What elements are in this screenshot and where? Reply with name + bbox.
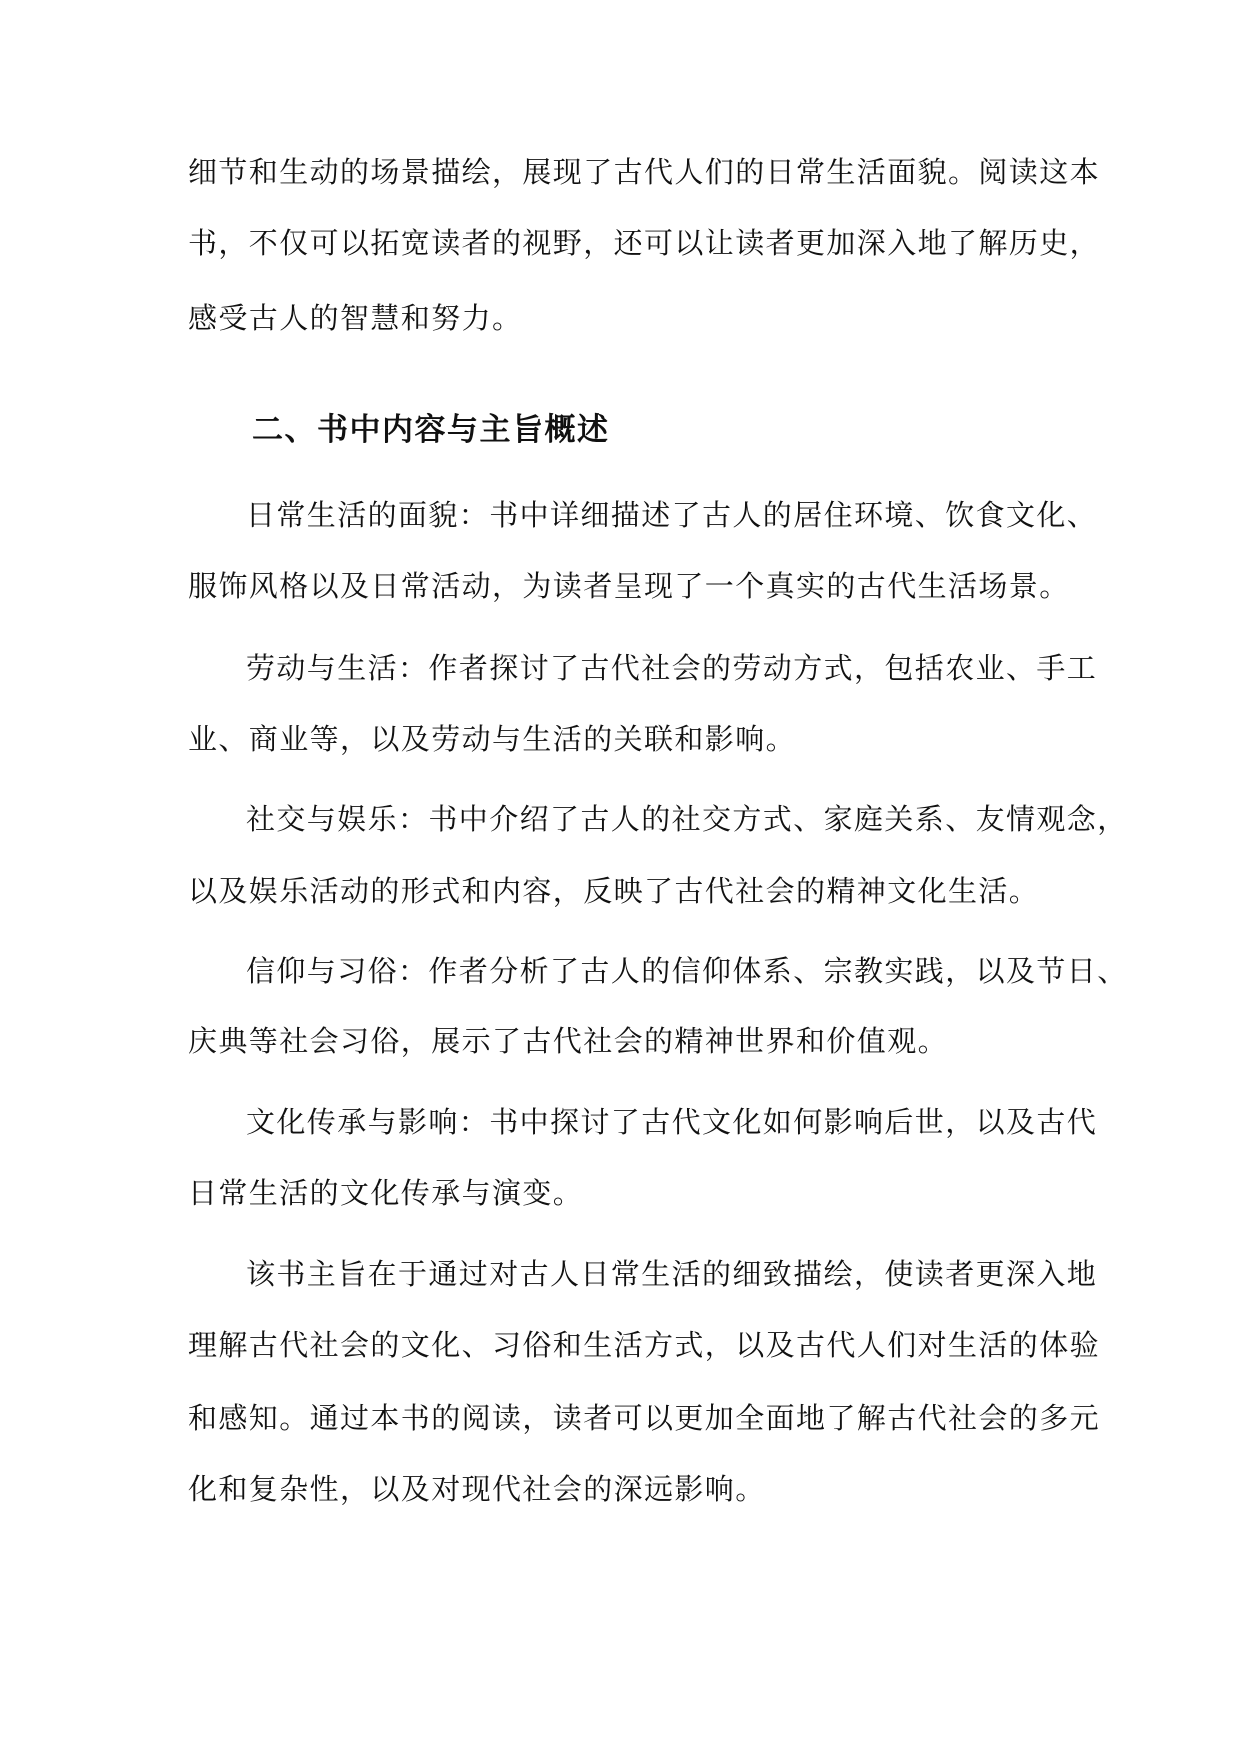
paragraph-line: 信仰与习俗：作者分析了古人的信仰体系、宗教实践，以及节日、	[246, 954, 1128, 988]
paragraph-line: 服饰风格以及日常活动，为读者呈现了一个真实的古代生活场景。	[188, 569, 1070, 603]
paragraph-line: 该书主旨在于通过对古人日常生活的细致描绘，使读者更深入地	[246, 1257, 1098, 1291]
paragraph-line: 劳动与生活：作者探讨了古代社会的劳动方式，包括农业、手工	[246, 651, 1098, 685]
paragraph-line: 理解古代社会的文化、习俗和生活方式，以及古代人们对生活的体验	[188, 1328, 1101, 1362]
section-heading: 二、书中内容与主旨概述	[252, 412, 610, 448]
paragraph-line: 日常生活的面貌：书中详细描述了古人的居住环境、饮食文化、	[246, 498, 1098, 532]
paragraph-line: 以及娱乐活动的形式和内容，反映了古代社会的精神文化生活。	[188, 874, 1040, 908]
intro-line-1: 细节和生动的场景描绘，展现了古代人们的日常生活面貌。阅读这本	[188, 155, 1101, 189]
paragraph-line: 日常生活的文化传承与演变。	[188, 1176, 584, 1210]
paragraph-line: 庆典等社会习俗，展示了古代社会的精神世界和价值观。	[188, 1024, 949, 1058]
paragraph-line: 文化传承与影响：书中探讨了古代文化如何影响后世，以及古代	[246, 1105, 1098, 1139]
paragraph-line: 业、商业等，以及劳动与生活的关联和影响。	[188, 722, 797, 756]
paragraph-line: 和感知。通过本书的阅读，读者可以更加全面地了解古代社会的多元	[188, 1401, 1101, 1435]
intro-line-3: 感受古人的智慧和努力。	[188, 301, 523, 335]
paragraph-line: 化和复杂性，以及对现代社会的深远影响。	[188, 1472, 766, 1506]
intro-line-2: 书，不仅可以拓宽读者的视野，还可以让读者更加深入地了解历史，	[188, 226, 1101, 260]
paragraph-line: 社交与娱乐：书中介绍了古人的社交方式、家庭关系、友情观念，	[246, 802, 1128, 836]
